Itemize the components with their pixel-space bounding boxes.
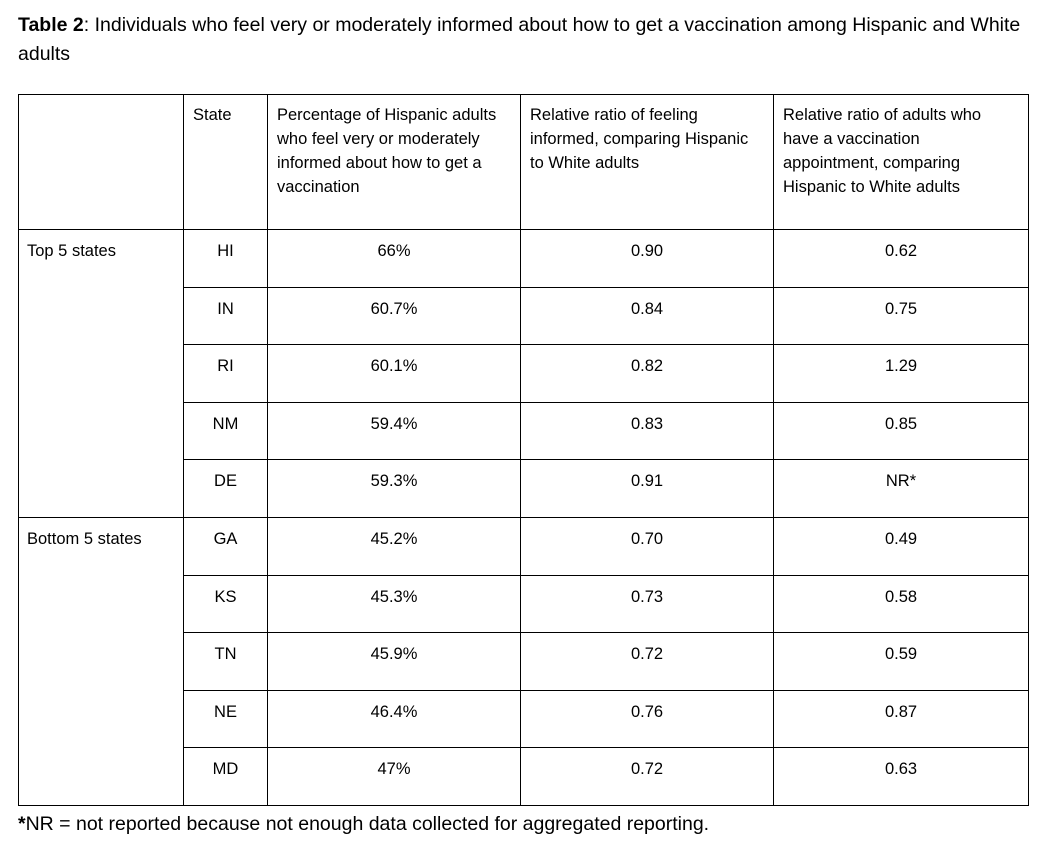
ratio-appointment-cell: NR* [774,460,1029,518]
ratio-appointment-cell: 0.63 [774,748,1029,806]
header-cell-percent-informed: Percentage of Hispanic adults who feel very or moderately informed about how to get a vaccination [268,95,521,230]
ratio-informed-cell: 0.90 [521,230,774,288]
row-group-label: Top 5 states [19,230,184,518]
table-row [19,517,1029,575]
ratio-informed-cell: 0.84 [521,287,774,345]
percent-informed-cell: 45.3% [268,575,521,633]
state-cell: NM [184,402,268,460]
ratio-appointment-cell: 0.62 [774,230,1029,288]
ratio-informed-cell: 0.70 [521,517,774,575]
ratio-appointment-cell: 0.75 [774,287,1029,345]
ratio-appointment-cell: 0.59 [774,633,1029,691]
percent-informed-cell: 59.3% [268,460,521,518]
table-caption-text: : Individuals who feel very or moderately informed about how to get a vaccination among Hispanic and White adults [18,14,1021,65]
footnote-marker: * [18,812,26,835]
ratio-informed-cell: 0.83 [521,402,774,460]
ratio-informed-cell: 0.91 [521,460,774,518]
ratio-informed-cell: 0.72 [521,748,774,806]
ratio-informed-cell: 0.82 [521,345,774,403]
ratio-appointment-cell: 0.58 [774,575,1029,633]
table-body [19,230,1029,806]
state-cell: IN [184,287,268,345]
footnote [18,812,1046,836]
header-cell-empty [19,95,184,230]
percent-informed-cell: 45.2% [268,517,521,575]
ratio-appointment-cell: 0.87 [774,690,1029,748]
row-group-label: Bottom 5 states [19,517,184,805]
state-cell: TN [184,633,268,691]
ratio-appointment-cell: 0.85 [774,402,1029,460]
state-cell: HI [184,230,268,288]
footnote-text: NR = not reported because not enough data collected for aggregated reporting. [25,812,710,835]
ratio-informed-cell: 0.76 [521,690,774,748]
state-cell: MD [184,748,268,806]
percent-informed-cell: 66% [268,230,521,288]
ratio-appointment-cell: 0.49 [774,517,1029,575]
header-cell-state: State [184,95,268,230]
percent-informed-cell: 46.4% [268,690,521,748]
table-caption-label: Table 2 [18,14,84,36]
ratio-appointment-cell: 1.29 [774,345,1029,403]
state-cell: KS [184,575,268,633]
percent-informed-cell: 60.7% [268,287,521,345]
header-cell-ratio-appointment: Relative ratio of adults who have a vaccination appointment, comparing Hispanic to White adults [774,95,1029,230]
percent-informed-cell: 59.4% [268,402,521,460]
table-caption [18,11,1046,69]
header-row [19,95,1029,230]
header-cell-ratio-informed: Relative ratio of feeling informed, comparing Hispanic to White adults [521,95,774,230]
table-header [19,95,1029,230]
percent-informed-cell: 47% [268,748,521,806]
ratio-informed-cell: 0.73 [521,575,774,633]
state-cell: RI [184,345,268,403]
percent-informed-cell: 45.9% [268,633,521,691]
ratio-informed-cell: 0.72 [521,633,774,691]
data-table [18,94,1029,806]
state-cell: DE [184,460,268,518]
table-row [19,230,1029,288]
state-cell: NE [184,690,268,748]
state-cell: GA [184,517,268,575]
percent-informed-cell: 60.1% [268,345,521,403]
